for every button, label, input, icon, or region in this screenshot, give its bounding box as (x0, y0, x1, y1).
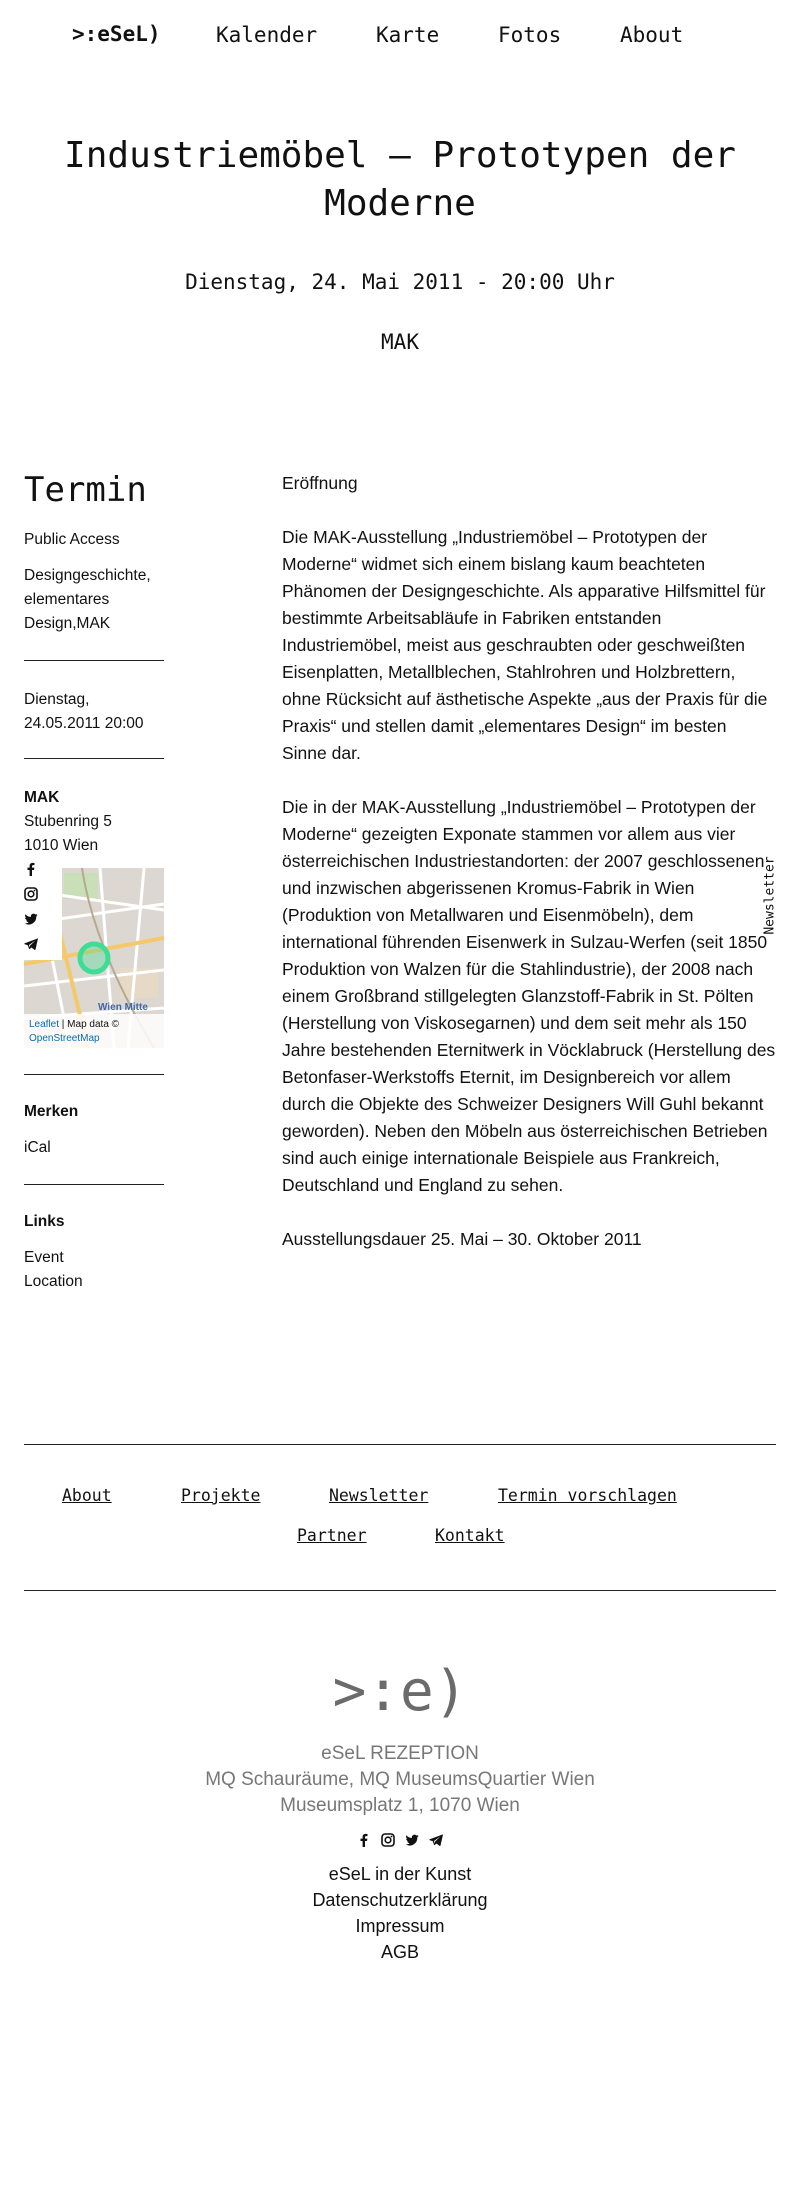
location-city: 1010 Wien (24, 837, 99, 854)
location-marker[interactable] (80, 944, 108, 972)
tags-list: Designgeschichte, elementares Design,MAK (24, 567, 151, 632)
nav-about[interactable]: About (620, 23, 684, 47)
footer-divider (24, 1590, 776, 1591)
share-icons (24, 862, 40, 962)
map-attribution (24, 1014, 164, 1048)
links-heading: Links (24, 1213, 65, 1230)
nav-kalender[interactable]: Kalender (216, 23, 318, 47)
event-title: Industriemöbel – Prototypen der Moderne (64, 135, 736, 224)
osm-link[interactable]: OpenStreetMap (29, 1033, 100, 1044)
divider (24, 1184, 164, 1185)
instagram-icon[interactable] (24, 887, 38, 901)
footer-address-line: MQ Schauräume, MQ MuseumsQuartier Wien (205, 1769, 595, 1790)
facebook-icon[interactable] (24, 862, 38, 876)
footer-link-agb[interactable]: AGB (380, 1942, 419, 1962)
map-place-label: Wien Mitte (98, 1002, 148, 1013)
access-label: Public Access (24, 531, 120, 548)
footer-social-icons (0, 1833, 800, 1850)
merken-heading: Merken (24, 1103, 79, 1120)
newsletter-tab-label: Newsletter (762, 856, 778, 935)
location-name: MAK (24, 789, 60, 806)
event-venue: MAK (381, 330, 419, 354)
description-paragraph: Die MAK-Ausstellung „Industriemöbel – Prototypen der Moderne“ widmet sich einem bislang kaum beachteten Phänomen der Designgeschichte. Als apparative Hilfsmittel für bestimmte Arbeitsabläufe in Fabriken entstanden Industriemöbel, meist aus geschraubten oder geschweißten Eisenplatten, Metallblechen, Stahlrohren und Holzbrettern, ohne Rücksicht auf ästhetische Aspekte „aus der Praxis für die Praxis“ und stellen damit „elementares Design“ im besten Sinne dar. (282, 527, 768, 763)
footer-link-newsletter[interactable]: Newsletter (329, 1486, 429, 1505)
location-link[interactable]: Location (24, 1273, 83, 1290)
instagram-icon[interactable] (380, 1833, 396, 1850)
footer-link-partner[interactable]: Partner (297, 1526, 367, 1545)
leaflet-link[interactable]: Leaflet (29, 1019, 60, 1030)
duration-paragraph: Ausstellungsdauer 25. Mai – 30. Oktober 2011 (282, 1229, 642, 1249)
footer-link-impressum[interactable]: Impressum (355, 1916, 445, 1936)
site-logo[interactable]: >:eSeL) (72, 22, 161, 46)
event-link[interactable]: Event (24, 1249, 64, 1266)
telegram-icon[interactable] (428, 1833, 444, 1850)
divider (24, 660, 164, 661)
sidebar-heading: Termin (24, 470, 147, 510)
footer-link-datenschutz[interactable]: Datenschutzerklärung (312, 1890, 488, 1910)
footer-link-projekte[interactable]: Projekte (181, 1486, 261, 1505)
footer-address-line: Museumsplatz 1, 1070 Wien (280, 1795, 520, 1816)
twitter-icon[interactable] (24, 912, 38, 926)
nav-karte[interactable]: Karte (376, 23, 440, 47)
footer-link-termin-vorschlagen[interactable]: Termin vorschlagen (498, 1486, 677, 1505)
intro-paragraph: Eröffnung (282, 473, 358, 493)
footer-link-kontakt[interactable]: Kontakt (435, 1526, 505, 1545)
location-street: Stubenring 5 (24, 813, 112, 830)
divider (24, 758, 164, 759)
telegram-icon[interactable] (24, 937, 38, 951)
footer-link-esel-in-der-kunst[interactable]: eSeL in der Kunst (328, 1864, 472, 1884)
event-date-short: Dienstag, 24.05.2011 20:00 (24, 691, 144, 732)
footer-divider (24, 1444, 776, 1445)
event-description (282, 470, 776, 1280)
nav-fotos[interactable]: Fotos (498, 23, 562, 47)
top-navigation (0, 22, 800, 52)
event-datetime: Dienstag, 24. Mai 2011 - 20:00 Uhr (185, 270, 615, 294)
twitter-icon[interactable] (404, 1833, 420, 1850)
footer-address-line: eSeL REZEPTION (321, 1743, 479, 1764)
ical-link[interactable]: iCal (24, 1139, 51, 1156)
newsletter-tab[interactable] (762, 848, 778, 948)
divider (24, 1074, 164, 1075)
footer-link-about[interactable]: About (62, 1486, 112, 1505)
facebook-icon[interactable] (356, 1833, 372, 1850)
footer-logo: >:e) (332, 1659, 468, 1724)
attribution-separator: | Map data © (59, 1019, 120, 1030)
description-paragraph: Die in der MAK-Ausstellung „Industriemöbel – Prototypen der Moderne“ gezeigten Exponate stammen vor allem aus vier österreichischen Industriestandorten: der 2007 geschlossenen und inzwischen abgerissenen Kromus-Fabrik in Wien (Produktion von Metallwaren und Eisenmöbeln), dem international führenden Eisenwerk in Sulzau-Werfen (seit 1850 Produktion von Walzen für die Stahlindustrie), der 2008 nach einem Großbrand stillgelegten Glanzstoff-Fabrik in St. Pölten (Herstellung von Viskosegarnen) und dem seit mehr als 150 Jahre bestehenden Eternitwerk in Vöcklabruck (Herstellung des Betonfaser-Werkstoffs Eternit, im Designbereich vor allem durch die Objekte des Schweizer Designers Will Guhl bekannt geworden). Neben den Möbeln aus österreichischen Betrieben sind auch einige internationale Beispiele aus Frankreich, Deutschland und England zu sehen. (282, 797, 776, 1195)
